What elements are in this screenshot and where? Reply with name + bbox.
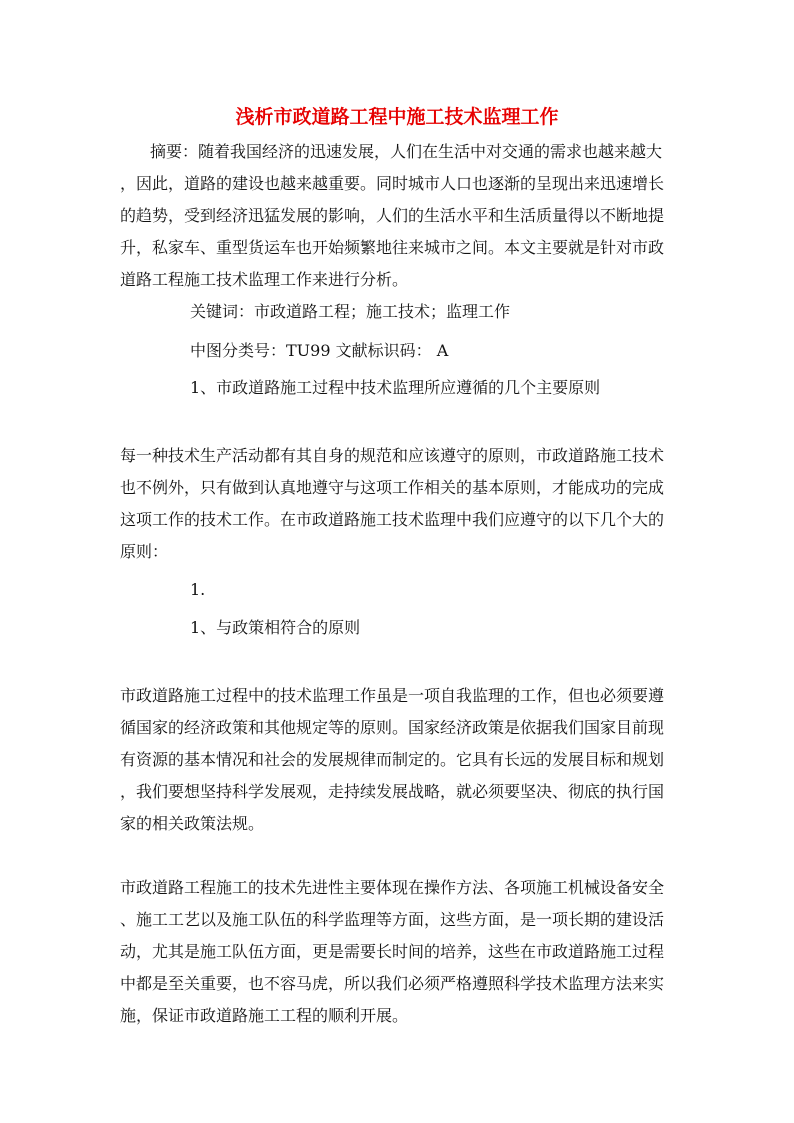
classification-code: 中图分类号：TU99 文献标识码： A [190,341,449,360]
paragraph-line: 有资源的基本情况和社会的发展规律而制定的。它具有长远的发展目标和规划 [120,750,665,769]
item-number: 1. [190,580,206,599]
abstract-line: 升，私家车、重型货运车也开始频繁地往来城市之间。本文主要就是针对市政 [120,238,665,257]
paragraph-line: 循国家的经济政策和其他规定等的原则。国家经济政策是依据我们国家目前现 [120,718,665,737]
document-title: 浅析市政道路工程中施工技术监理工作 [235,106,559,128]
paragraph-line: 市政道路施工过程中的技术监理工作虽是一项自我监理的工作，但也必须要遵 [120,686,665,705]
paragraph-line: 也不例外，只有做到认真地遵守与这项工作相关的基本原则，才能成功的完成 [120,478,665,497]
paragraph-line: 动，尤其是施工队伍方面，更是需要长时间的培养，这些在市政道路施工过程 [120,942,665,961]
paragraph-line: 市政道路工程施工的技术先进性主要体现在操作方法、各项施工机械设备安全 [120,878,665,897]
abstract-line: 摘要：随着我国经济的迅速发展，人们在生活中对交通的需求也越来越大 [150,142,663,161]
paragraph-line: 中都是至关重要，也不容马虎，所以我们必须严格遵照科学技术监理方法来实 [120,974,665,993]
section-heading: 1、市政道路施工过程中技术监理所应遵循的几个主要原则 [190,378,601,397]
paragraph-line: 施，保证市政道路施工工程的顺利开展。 [120,1006,409,1025]
paragraph-line: 这项工作的技术工作。在市政道路施工技术监理中我们应遵守的以下几个大的 [120,510,665,529]
abstract-line: ，因此，道路的建设也越来越重要。同时城市人口也逐渐的呈现出来迅速增长 [120,174,665,193]
paragraph-line: ，我们要想坚持科学发展观，走持续发展战略，就必须要坚决、彻底的执行国 [120,782,665,801]
paragraph-line: 原则： [120,542,169,561]
abstract-line: 的趋势，受到经济迅猛发展的影响，人们的生活水平和生活质量得以不断地提 [120,206,665,225]
paragraph-line: 每一种技术生产活动都有其自身的规范和应该遵守的原则，市政道路施工技术 [120,446,665,465]
abstract-line: 道路工程施工技术监理工作来进行分析。 [120,270,409,289]
paragraph-line: 家的相关政策法规。 [120,814,265,833]
paragraph-line: 、施工工艺以及施工队伍的科学监理等方面，这些方面，是一项长期的建设活 [120,910,665,929]
keywords: 关键词：市政道路工程；施工技术；监理工作 [190,302,511,321]
subsection-heading: 1、与政策相符合的原则 [190,618,361,637]
